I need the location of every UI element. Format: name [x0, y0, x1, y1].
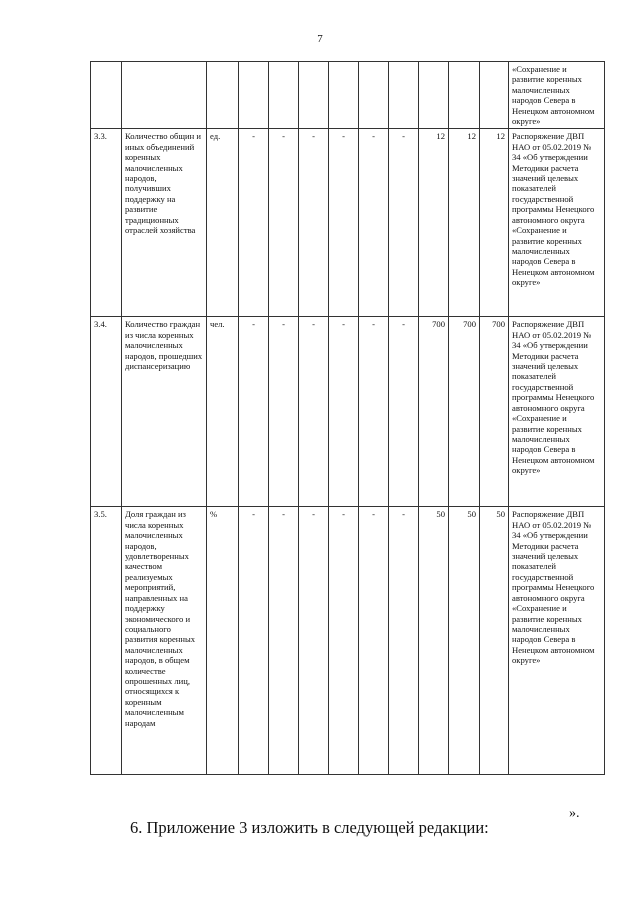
row-number-cell: 3.3.: [91, 129, 122, 317]
value-cell: [480, 62, 509, 129]
value-cell: [239, 62, 269, 129]
indicator-name-cell: Количество общин и иных объединений коренных малочисленных народов, получивших поддержку на развитие традиционных отраслей хозяйства: [122, 129, 207, 317]
table-row: [91, 317, 605, 507]
value-cell: -: [239, 317, 269, 507]
value-cell: -: [389, 129, 419, 317]
value-cell: -: [329, 317, 359, 507]
value-cell: [359, 62, 389, 129]
value-cell: -: [269, 129, 299, 317]
unit-cell: %: [207, 507, 239, 775]
value-cell: 50: [480, 507, 509, 775]
value-cell: 12: [449, 129, 480, 317]
table-row-continued: [91, 62, 605, 129]
table-row: [91, 129, 605, 317]
value-cell: 12: [480, 129, 509, 317]
source-document-cell: «Сохранение и развитие коренных малочисленных народов Севера в Ненецком автономном округе»: [509, 62, 605, 129]
value-cell: -: [299, 129, 329, 317]
value-cell: [449, 62, 480, 129]
value-cell: 12: [419, 129, 449, 317]
value-cell: -: [389, 507, 419, 775]
row-number-cell: [91, 62, 122, 129]
table-row: [91, 507, 605, 775]
value-cell: -: [299, 317, 329, 507]
closing-quote-mark: ».: [569, 806, 580, 821]
value-cell: 50: [419, 507, 449, 775]
unit-cell: [207, 62, 239, 129]
indicator-name-cell: Доля граждан из числа коренных малочисленных народов, удовлетворенных качеством реализуемых мероприятий, направленных на поддержку экономического и социального развития коренных малочисленных народов, в общем количестве опрошенных лиц, относящихся к коренным малочисленным народам: [122, 507, 207, 775]
source-document-cell: Распоряжение ДВП НАО от 05.02.2019 № 34 «Об утверждении Методики расчета значений целевых показателей государственной программы Ненецкого автономного округа «Сохранение и развитие коренных малочисленных народов Севера в Ненецком автономном округе»: [509, 317, 605, 507]
value-cell: -: [329, 129, 359, 317]
amendment-instruction: 6. Приложение 3 изложить в следующей редакции:: [130, 818, 489, 837]
value-cell: [269, 62, 299, 129]
value-cell: -: [389, 317, 419, 507]
source-document-cell: Распоряжение ДВП НАО от 05.02.2019 № 34 «Об утверждении Методики расчета значений целевых показателей государственной программы Ненецкого автономного округа «Сохранение и развитие коренных малочисленных народов Севера в Ненецком автономном округе»: [509, 507, 605, 775]
value-cell: -: [359, 507, 389, 775]
value-cell: -: [359, 317, 389, 507]
unit-cell: ед.: [207, 129, 239, 317]
value-cell: [329, 62, 359, 129]
row-number-cell: 3.4.: [91, 317, 122, 507]
value-cell: -: [269, 317, 299, 507]
value-cell: -: [239, 129, 269, 317]
indicators-table: [90, 61, 605, 775]
value-cell: 50: [449, 507, 480, 775]
value-cell: [389, 62, 419, 129]
value-cell: 700: [419, 317, 449, 507]
indicator-name-cell: Количество граждан из числа коренных малочисленных народов, прошедших диспансеризацию: [122, 317, 207, 507]
value-cell: 700: [449, 317, 480, 507]
value-cell: [299, 62, 329, 129]
source-document-cell: Распоряжение ДВП НАО от 05.02.2019 № 34 «Об утверждении Методики расчета значений целевых показателей государственной программы Ненецкого автономного округа «Сохранение и развитие коренных малочисленных народов Севера в Ненецком автономном округе»: [509, 129, 605, 317]
value-cell: -: [239, 507, 269, 775]
value-cell: 700: [480, 317, 509, 507]
value-cell: -: [329, 507, 359, 775]
indicator-name-cell: [122, 62, 207, 129]
value-cell: -: [359, 129, 389, 317]
value-cell: -: [299, 507, 329, 775]
value-cell: -: [269, 507, 299, 775]
page-number: 7: [317, 33, 323, 45]
row-number-cell: 3.5.: [91, 507, 122, 775]
unit-cell: чел.: [207, 317, 239, 507]
value-cell: [419, 62, 449, 129]
